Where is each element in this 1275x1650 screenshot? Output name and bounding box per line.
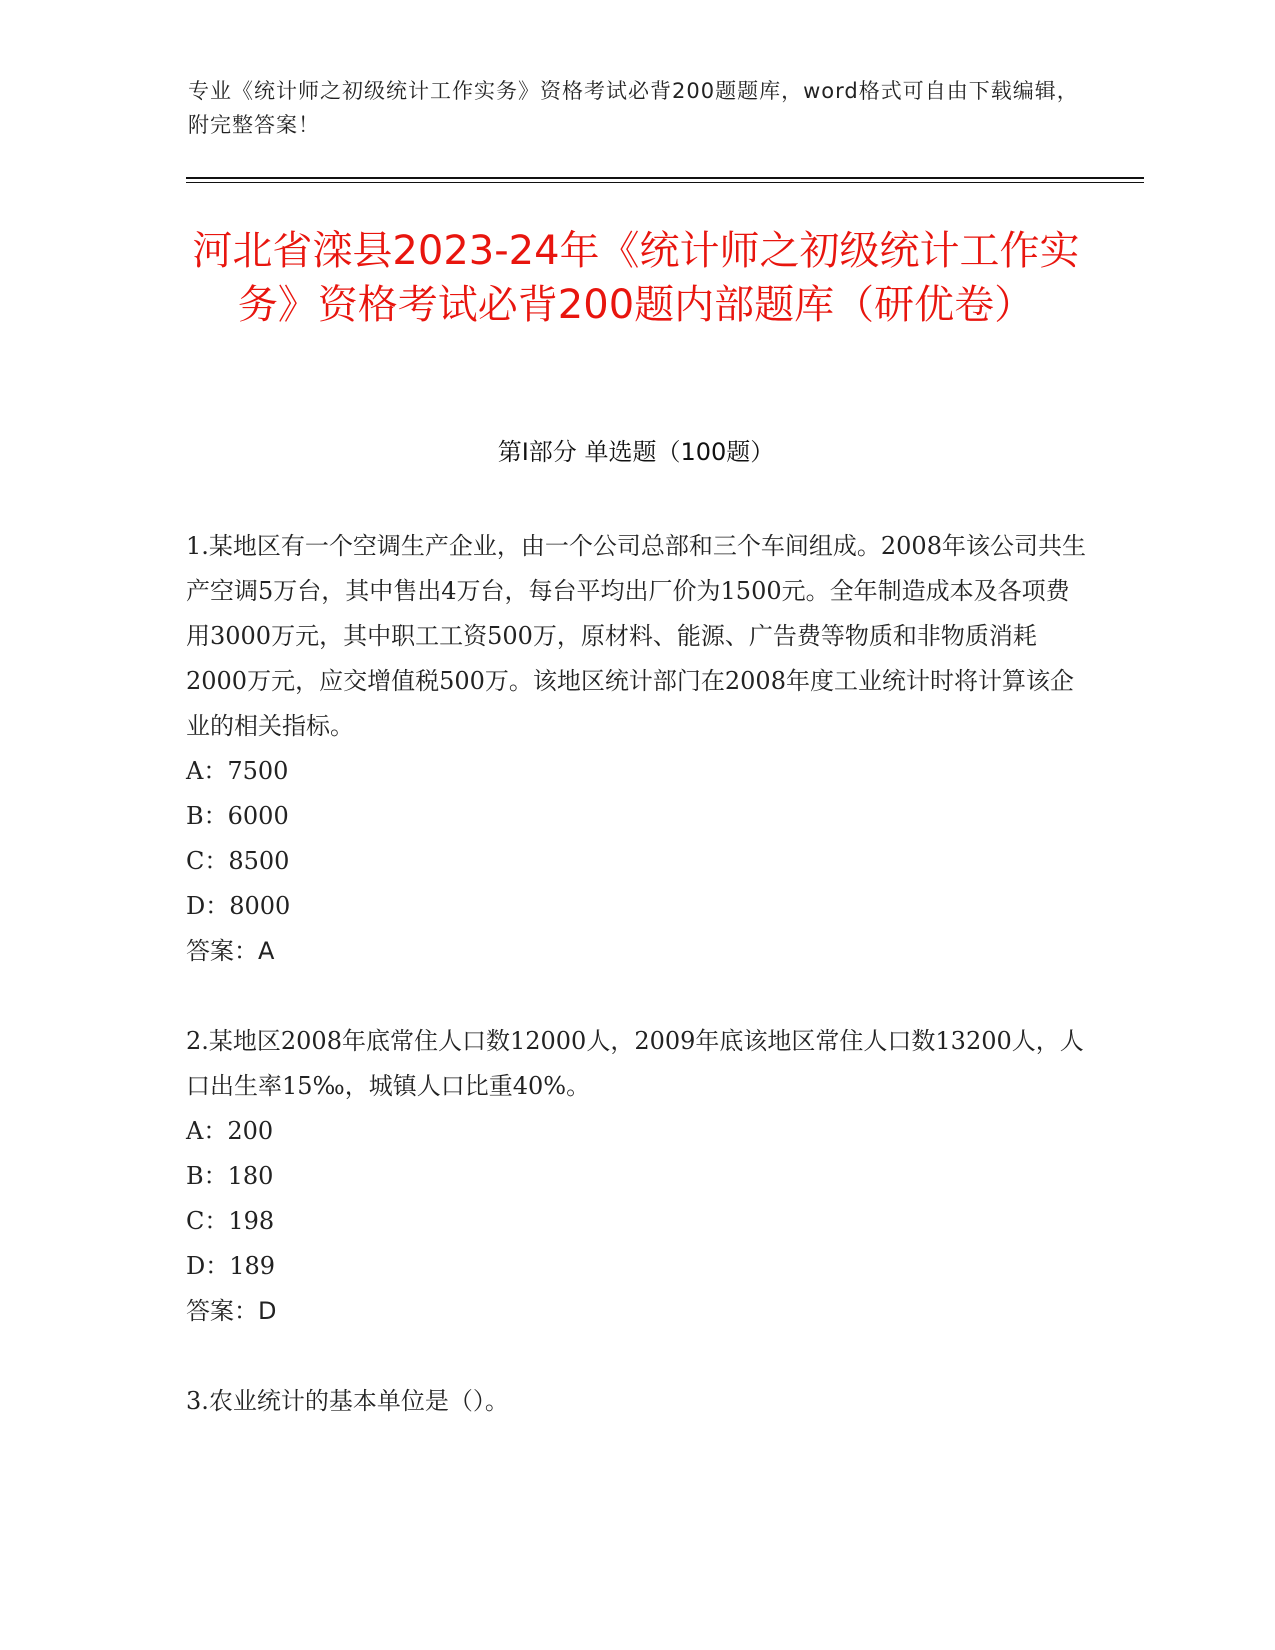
option-a: A：7500 bbox=[186, 757, 289, 785]
answer: 答案：A bbox=[186, 937, 275, 965]
header-note: 专业《统计师之初级统计工作实务》资格考试必背200题题库，word格式可自由下载编辑，附完整答案！ bbox=[188, 79, 1079, 137]
header-rule-thin bbox=[186, 182, 1144, 183]
question-text: 3.农业统计的基本单位是（）。 bbox=[186, 1387, 509, 1415]
question-2 bbox=[186, 1019, 1086, 1334]
question-3 bbox=[186, 1379, 1086, 1424]
option-d: D：189 bbox=[186, 1252, 276, 1280]
option-c: C：8500 bbox=[186, 847, 290, 875]
question-1 bbox=[186, 524, 1086, 974]
document-title: 河北省滦县2023-24年《统计师之初级统计工作实务》资格考试必背200题内部题库（研优卷） bbox=[192, 228, 1080, 328]
header-rule-thick bbox=[186, 177, 1144, 179]
answer: 答案：D bbox=[186, 1297, 277, 1325]
option-d: D：8000 bbox=[186, 892, 291, 920]
section-title: 第I部分 单选题（100题） bbox=[497, 438, 775, 466]
question-list bbox=[186, 524, 1086, 1469]
option-b: B：180 bbox=[186, 1162, 274, 1190]
option-c: C：198 bbox=[186, 1207, 275, 1235]
option-b: B：6000 bbox=[186, 802, 289, 830]
option-a: A：200 bbox=[186, 1117, 274, 1145]
question-text: 1.某地区有一个空调生产企业，由一个公司总部和三个车间组成。2008年该公司共生产空调5万台，其中售出4万台，每台平均出厂价为1500元。全年制造成本及各项费用3000万元，其中职工工资500万，原材料、能源、广告费等物质和非物质消耗2000万元，应交增值税500万。该地区统计部门在2008年度工业统计时将计算该企业的相关指标。 bbox=[186, 532, 1086, 740]
question-text: 2.某地区2008年底常住人口数12000人，2009年底该地区常住人口数13200人，人口出生率15‰，城镇人口比重40%。 bbox=[186, 1027, 1084, 1100]
